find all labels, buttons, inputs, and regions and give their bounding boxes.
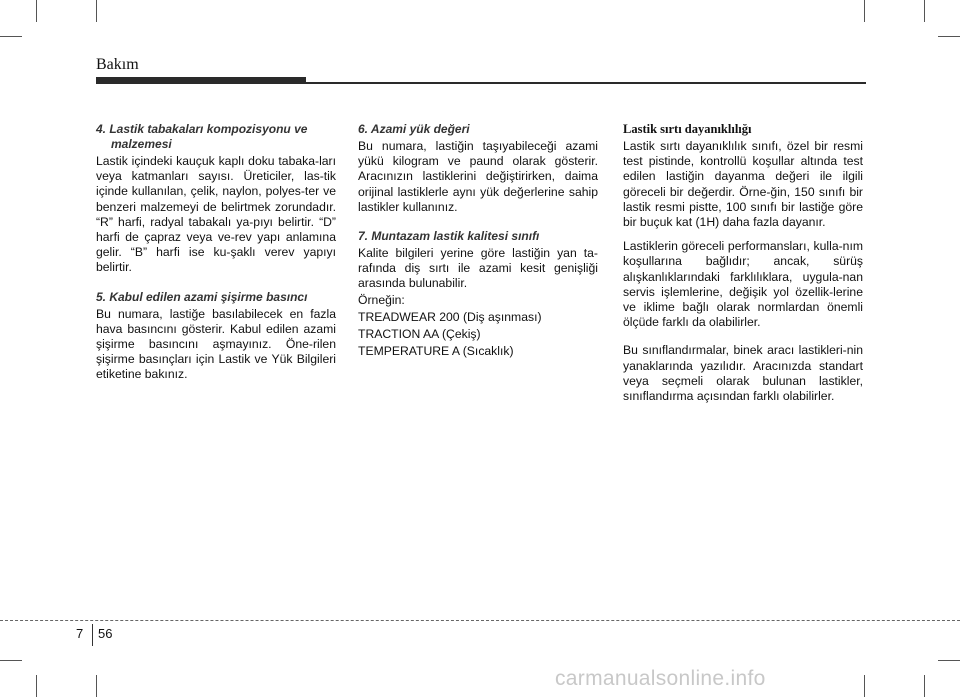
treadwear-paragraph-3: Bu sınıflandırmalar, binek aracı lastikleri-nin yanaklarında yazılıdır. Aracınızda standart veya seçmeli olarak bulunan lastikler, sınıflandırma açısından farklı olabilirler.	[623, 343, 863, 404]
column-1	[96, 122, 336, 392]
example-traction: TRACTION AA (Çekiş)	[358, 327, 481, 342]
section-7-heading: 7. Muntazam lastik kalitesi sınıfı	[358, 229, 540, 244]
column-3	[623, 122, 863, 413]
treadwear-paragraph-1: Lastik sırtı dayanıklılık sınıfı, özel bir resmi test pistinde, kontrollü koşullar altında test edilen lastiğin dayanma değeri ile ilgili göreceli bir değerdir. Örne-ğin, 150 sınıfı bir lastik resmi pistte, 100 sınıfı bir lastiğe göre bir buçuk kat (1H) daha fazla dayanır.	[623, 139, 863, 230]
page-number: 56	[98, 626, 113, 641]
section-5-heading: 5. Kabul edilen azami şişirme basıncı	[96, 289, 308, 304]
watermark: carmanualsonline.info	[555, 667, 766, 690]
column-2	[358, 122, 598, 359]
crop-mark	[36, 675, 37, 697]
treadwear-paragraph-2: Lastiklerin göreceli performansları, kulla-nım koşullarına bağlıdır; ancak, sürüş alışkanlıklarındaki farklılıklara, uygula-nan servis işlemlerine, değişik yol özellik-lerine ve iklime bağlı olarak normlardan önemli ölçüde farklı da olabilirler.	[623, 239, 863, 330]
example-label: Örneğin:	[358, 292, 405, 307]
section-6-heading: 6. Azami yük değeri	[358, 122, 470, 136]
page-number-separator	[92, 624, 93, 646]
crop-mark	[96, 675, 97, 697]
crop-mark	[864, 675, 865, 697]
chapter-number: 7	[76, 626, 84, 641]
crop-mark	[0, 660, 22, 661]
section-4-body: Lastik içindeki kauçuk kaplı doku tabaka-ları veya katmanları sayısı. Üreticiler, las-tik içinde kullanılan, çelik, naylon, polyes-ter ve benzeri malzemeyi de belirtmek zorundadır. “R” harfi, radyal tabakalı ya-pıyı belirtir. “D” harfi de çapraz veya ve-rev yapı anlamına gelir. “B” harfi ise ku-şaklı verev yapıyı belirtir.	[96, 154, 336, 275]
footer-divider	[0, 620, 960, 621]
crop-mark	[864, 0, 865, 22]
header-rule-accent	[96, 77, 306, 84]
crop-mark	[924, 675, 925, 697]
section-6-body: Bu numara, lastiğin taşıyabileceği azami yükü kilogram ve paund olarak gösterir. Aracınızın lastiklerini değiştirirken, daima orijinal lastiklerle aynı yük değerlerine sahip lastikler kullanınız.	[358, 139, 598, 214]
crop-mark	[0, 36, 22, 37]
example-treadwear: TREADWEAR 200 (Diş aşınması)	[358, 309, 542, 324]
crop-mark	[36, 0, 37, 22]
example-temperature: TEMPERATURE A (Sıcaklık)	[358, 344, 514, 359]
section-4-heading: 4. Lastik tabakaları kompozisyonu ve malzemesi	[96, 122, 308, 151]
page-title: Bakım	[96, 56, 139, 73]
crop-mark	[938, 660, 960, 661]
section-7-body: Kalite bilgileri yerine göre lastiğin yan ta-rafında diş sırtı ile azami kesit genişliği arasında bulunabilir.	[358, 246, 598, 291]
crop-mark	[96, 0, 97, 22]
section-5-body: Bu numara, lastiğe basılabilecek en fazla hava basıncını gösterir. Kabul edilen azami şişirme basıncını aşmayınız. Öne-rilen şişirme basınçları için Lastik ve Yük Bilgileri etiketine bakınız.	[96, 306, 336, 382]
crop-mark	[924, 0, 925, 22]
crop-mark	[938, 36, 960, 37]
treadwear-heading: Lastik sırtı dayanıklılığı	[623, 122, 752, 136]
